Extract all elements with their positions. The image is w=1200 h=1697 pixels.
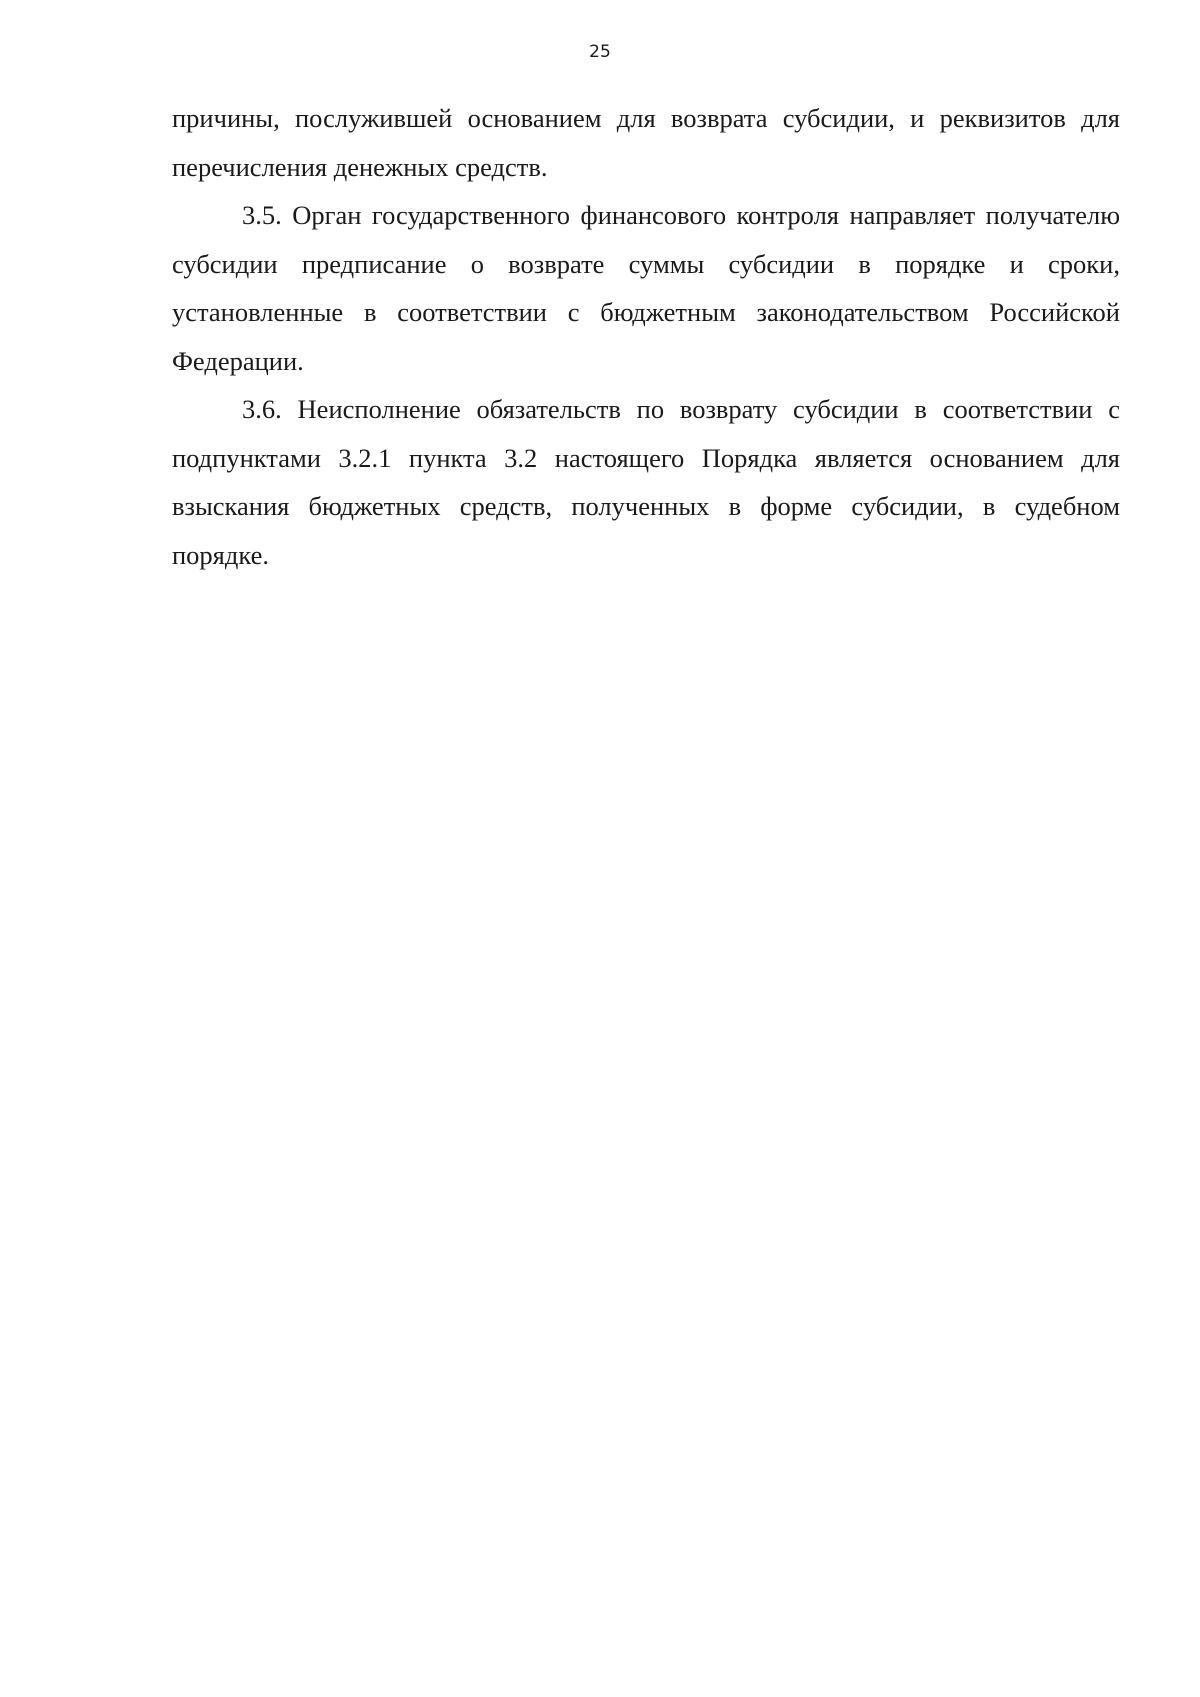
paragraph-continuation: причины, послужившей основанием для возврата субсидии, и реквизитов для перечисления денежных средств. [172, 103, 1120, 182]
paragraph-3-5: 3.5. Орган государственного финансового контроля направляет получателю субсидии предписание о возврате суммы субсидии в порядке и сроки, установленные в соответствии с бюджетным законодательством Российской Федерации. [172, 200, 1120, 376]
page-number: 25 [589, 42, 611, 62]
paragraph-3-6: 3.6. Неисполнение обязательств по возврату субсидии в соответствии с подпунктами 3.2.1 пункта 3.2 настоящего Порядка является основанием для взыскания бюджетных средств, полученных в форме субсидии, в судебном порядке. [172, 394, 1120, 570]
document-body [172, 94, 1120, 579]
